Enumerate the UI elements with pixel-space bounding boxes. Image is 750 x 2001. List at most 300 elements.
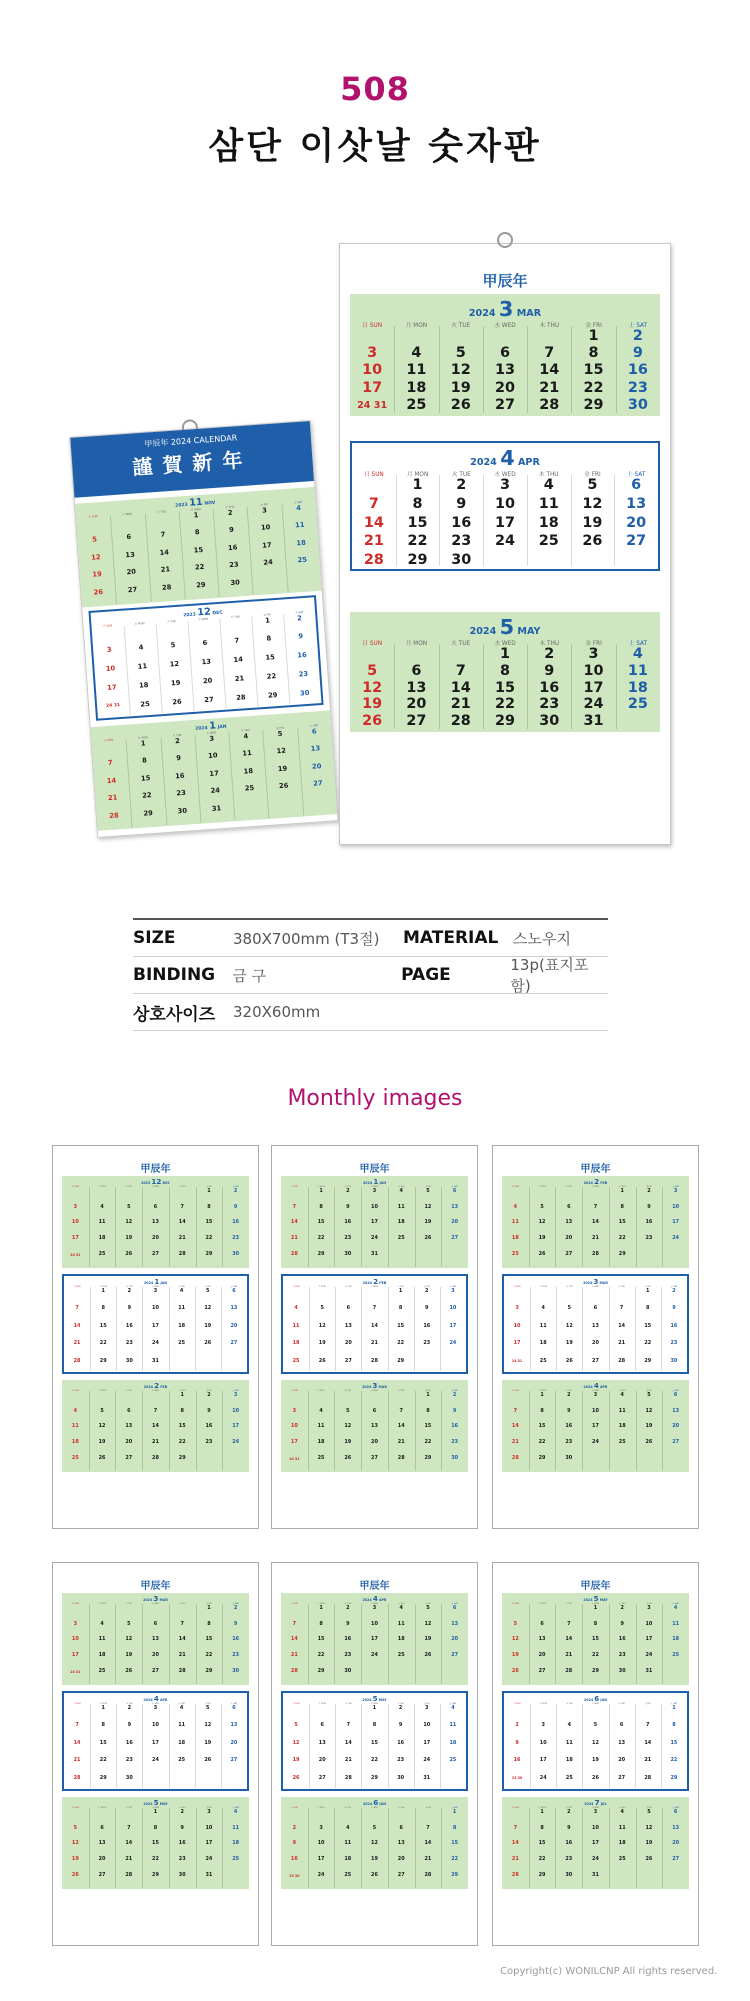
day-cell: 8: [194, 528, 200, 537]
day-cell: 15: [592, 1636, 599, 1643]
day-cell: 15: [265, 653, 276, 662]
day-cell: 12: [71, 1840, 79, 1847]
day-cell: [571, 552, 615, 571]
day-cell: 17: [106, 683, 117, 692]
weekday-label: 水 WED: [591, 1806, 600, 1809]
day-cell: 9: [632, 344, 643, 361]
day-cell: 8: [266, 634, 272, 644]
day-cell: 7: [75, 1722, 79, 1729]
day-cell: 24: [494, 533, 515, 550]
day-cell: 29: [494, 713, 515, 730]
weekday-label: 水 WED: [370, 1185, 379, 1188]
day-cell: 8: [101, 1722, 105, 1729]
weekday-label: 木 THU: [230, 614, 240, 620]
day-cell: 1: [540, 1808, 544, 1815]
day-cell: 7: [399, 1407, 403, 1414]
spec-row: [133, 994, 608, 1031]
day-cell: 21: [107, 793, 118, 803]
month-may: [502, 1593, 689, 1685]
day-cell: 8: [101, 1305, 105, 1312]
column-divider: [529, 1187, 530, 1267]
column-divider: [414, 1287, 415, 1371]
day-cell: 10: [105, 664, 116, 674]
day-cell: 28: [511, 1872, 519, 1879]
day-cell: [115, 1392, 142, 1408]
day-cell: 10: [494, 495, 515, 512]
spec-material-value: 스노우지: [513, 929, 571, 948]
month-header: [350, 615, 660, 639]
day-cell: 21: [73, 1757, 81, 1764]
day-cell: 5: [92, 535, 98, 544]
weekday-label: 金 FRI: [260, 502, 269, 507]
day-cell: 21: [363, 533, 384, 550]
day-cell: 22: [592, 1652, 599, 1659]
column-divider: [529, 1604, 530, 1684]
column-divider: [169, 1187, 170, 1267]
weekday-label: 金 FRI: [206, 1602, 212, 1605]
day-cell: 28: [152, 1455, 159, 1462]
column-divider: [115, 1604, 116, 1684]
day-cell: [556, 1288, 582, 1306]
day-cell: 25: [71, 1455, 79, 1462]
weekday-label: 月 MON: [538, 1185, 546, 1188]
day-cell: 23: [565, 1856, 573, 1863]
day-cell: 29: [195, 580, 206, 590]
day-cell: 18: [243, 766, 254, 776]
weekday-label: 火 TUE: [125, 1389, 133, 1392]
weekday-label: 金 FRI: [585, 640, 602, 647]
day-cell: 6: [320, 1722, 324, 1729]
month-may: [62, 1797, 249, 1889]
column-divider: [388, 1287, 389, 1371]
column-divider: [582, 1704, 583, 1788]
day-cell: 16: [344, 1219, 352, 1226]
day-cell: 17: [583, 679, 604, 696]
day-cell: 5: [372, 1824, 377, 1831]
day-cell: [394, 646, 438, 663]
day-cell: [502, 1605, 529, 1621]
day-cell: 12: [204, 1722, 212, 1729]
day-cell: 21: [511, 1856, 519, 1863]
column-divider: [662, 1187, 663, 1267]
day-cell: 12: [98, 1423, 106, 1430]
weekday-label: 火 TUE: [125, 1185, 133, 1188]
day-cell: 11: [98, 1219, 106, 1226]
day-cell: [502, 1809, 529, 1825]
day-cell: 14: [397, 1423, 405, 1430]
day-cell: 26: [125, 1251, 133, 1258]
day-cell: 3: [372, 1604, 377, 1611]
column-divider: [196, 1187, 197, 1267]
weekday-label: 木 THU: [178, 1702, 185, 1705]
weekday-label: 月 MON: [539, 1702, 547, 1705]
day-cell: 26: [362, 713, 383, 730]
month-mar: [502, 1274, 689, 1374]
column-divider: [636, 1391, 637, 1471]
weekday-label: 金 FRI: [425, 1806, 431, 1809]
day-cell: 20: [202, 676, 213, 686]
day-cell: 22: [538, 1439, 546, 1446]
day-cell: [388, 1251, 415, 1267]
day-cell: 1: [153, 1808, 158, 1815]
day-cell: 23: [451, 1439, 459, 1446]
weekday-label: 月 MON: [406, 471, 429, 478]
day-cell: 15: [583, 362, 604, 379]
day-cell: 14: [363, 514, 384, 531]
weekday-label: 月 MON: [134, 621, 145, 626]
month-year: 2023: [183, 611, 198, 618]
day-cell: 2: [180, 1808, 184, 1815]
day-cell: 23: [423, 1340, 431, 1347]
day-cell: 20: [406, 696, 427, 713]
day-cell: 14: [178, 1636, 186, 1643]
day-cell: [502, 1188, 529, 1204]
weekday-label: 月 MON: [99, 1285, 107, 1288]
day-cell: 4: [567, 1722, 572, 1729]
day-cell: 28: [424, 1872, 432, 1879]
hanger-ring: [497, 232, 513, 248]
day-cell: 18: [98, 1235, 106, 1242]
day-cell: [233, 801, 268, 821]
day-cell: 23: [178, 1856, 186, 1863]
day-cell: 8: [620, 1203, 624, 1210]
weekday-label: 日 SUN: [292, 1702, 300, 1705]
day-cell: 2: [515, 1722, 519, 1729]
day-cell: 17: [592, 1840, 599, 1847]
day-cell: 26: [71, 1872, 79, 1879]
day-cell: 11: [294, 520, 305, 530]
day-cell: 15: [424, 1423, 432, 1430]
day-cell: 17: [672, 1219, 680, 1226]
day-cell: 14: [371, 1322, 378, 1329]
month-eng: NOV: [202, 500, 216, 507]
day-cell: 8: [540, 1824, 544, 1831]
weekday-label: 水 WED: [370, 1389, 379, 1392]
month-year: 2024: [583, 1698, 595, 1703]
column-divider: [89, 1604, 90, 1684]
day-cell: 24 31: [105, 703, 121, 710]
day-cell: 24 31: [357, 400, 388, 412]
column-divider: [555, 1808, 556, 1888]
month-year: 2024: [583, 1385, 594, 1390]
day-cell: 5: [294, 1722, 298, 1729]
day-cell: 17: [494, 514, 515, 531]
day-cell: 4: [233, 1808, 238, 1815]
day-cell: [530, 1288, 556, 1306]
column-divider: [142, 1287, 143, 1371]
day-cell: 11: [618, 1407, 626, 1414]
day-cell: 14: [344, 1739, 352, 1746]
day-cell: 19: [511, 1652, 519, 1659]
day-cell: [281, 1392, 308, 1408]
day-cell: 3: [515, 1305, 519, 1312]
day-cell: 5: [593, 1722, 598, 1729]
day-cell: 11: [539, 1322, 547, 1329]
day-cell: 5: [127, 1203, 131, 1210]
day-cell: 18: [317, 1439, 325, 1446]
day-cell: 9: [207, 1407, 211, 1414]
day-cell: 13: [592, 1322, 599, 1329]
weekday-label: 金 FRI: [425, 1389, 431, 1392]
column-divider: [308, 1604, 309, 1684]
day-cell: 22: [583, 379, 604, 396]
weekday-label: 土 SAT: [232, 1806, 239, 1809]
column-divider: [361, 1808, 362, 1888]
day-cell: 29: [205, 1251, 213, 1258]
day-cell: [286, 572, 321, 592]
day-grid: [352, 477, 658, 572]
day-cell: 26: [98, 1455, 106, 1462]
cover-banner-text: 謹賀新年: [131, 447, 254, 480]
day-cell: 4: [73, 1407, 78, 1414]
day-cell: 16: [297, 651, 308, 660]
day-cell: 2: [296, 613, 303, 623]
column-divider: [195, 1704, 196, 1788]
day-cell: 25: [178, 1340, 186, 1347]
day-cell: 24: [152, 1757, 159, 1764]
day-cell: 4: [179, 1287, 184, 1294]
day-cell: 7: [127, 1824, 131, 1831]
day-cell: 1: [319, 1187, 323, 1194]
day-cell: 7: [513, 1407, 518, 1414]
day-cell: 21: [290, 1235, 298, 1242]
column-divider: [483, 475, 484, 566]
day-cell: 5: [320, 1305, 324, 1312]
day-cell: 1: [412, 476, 423, 493]
day-cell: 24: [672, 1235, 680, 1242]
month-eng: MAR: [158, 1598, 168, 1603]
month-year: 2024: [195, 725, 210, 732]
day-cell: 5: [426, 1187, 430, 1194]
day-cell: [530, 1705, 556, 1723]
day-cell: [504, 1288, 530, 1306]
day-cell: [281, 1809, 308, 1825]
month-year: 2024: [468, 308, 499, 320]
day-cell: 5: [513, 1620, 518, 1627]
weekday-label: 金 FRI: [204, 1285, 211, 1288]
day-cell: 4: [179, 1704, 184, 1711]
day-cell: 7: [107, 758, 113, 768]
day-cell: 21: [539, 379, 560, 396]
day-cell: 29: [583, 397, 604, 414]
day-cell: 7: [346, 1722, 351, 1729]
day-cell: 8: [319, 1620, 323, 1627]
day-cell: 8: [207, 1203, 211, 1210]
day-cell: 25: [178, 1757, 186, 1764]
day-cell: 18: [538, 514, 559, 531]
day-grid: [281, 1605, 468, 1685]
weekday-label: 土 SAT: [230, 1702, 238, 1705]
day-cell: 14: [233, 655, 244, 665]
day-cell: [609, 1455, 636, 1471]
day-cell: 13: [406, 679, 427, 696]
day-cell: 26: [318, 1357, 326, 1364]
month-number: 4: [593, 1381, 599, 1391]
day-cell: 25: [539, 1357, 547, 1364]
day-cell: 9: [567, 1407, 571, 1414]
day-cell: 7: [372, 1305, 377, 1312]
weekday-label: 水 WED: [370, 1806, 379, 1809]
day-cell: 18: [539, 1340, 547, 1347]
day-cell: 10: [592, 1824, 599, 1831]
weekday-label: 金 FRI: [423, 1285, 430, 1288]
month-year: 2024: [469, 626, 500, 638]
day-cell: 6: [153, 1203, 158, 1210]
weekday-label: 日 SUN: [73, 1702, 81, 1705]
day-cell: [415, 1668, 442, 1684]
day-cell: 19: [204, 1322, 212, 1329]
day-cell: 6: [411, 662, 422, 679]
month-jan: [281, 1176, 468, 1268]
day-cell: 7: [567, 1620, 571, 1627]
month-eng: JAN: [215, 724, 227, 730]
day-cell: 13: [451, 1203, 459, 1210]
column-divider: [116, 1287, 117, 1371]
weekday-label: 土 SAT: [626, 471, 646, 478]
spec-logo-value: 320X60mm: [233, 1003, 321, 1021]
weekday-label: 金 FRI: [275, 725, 284, 731]
weekday-label: 水 WED: [151, 1389, 160, 1392]
day-cell: 4: [138, 643, 144, 653]
day-cell: 3: [425, 1704, 429, 1711]
day-cell: 23 30: [289, 1873, 300, 1878]
day-cell: 15: [670, 1739, 678, 1746]
day-cell: 3: [451, 1287, 455, 1294]
day-cell: 26: [278, 781, 289, 791]
day-cell: [582, 1455, 609, 1471]
day-cell: 12: [565, 1322, 573, 1329]
day-cell: 11: [511, 1219, 519, 1226]
weekday-label: 火 TUE: [345, 1285, 352, 1288]
spec-row: [133, 918, 608, 957]
weekday-label: 月 MON: [98, 1806, 106, 1809]
weekday-label: 日 SUN: [71, 1602, 79, 1605]
day-cell: 15: [494, 679, 515, 696]
day-cell: 16: [125, 1322, 133, 1329]
day-cell: 17: [71, 1652, 79, 1659]
day-cell: 30: [344, 1251, 352, 1258]
day-cell: 13: [310, 744, 321, 754]
day-cell: 31: [592, 1872, 599, 1879]
weekday-label: 月 MON: [405, 322, 428, 329]
day-cell: 15: [317, 1219, 325, 1226]
column-divider: [415, 1808, 416, 1888]
day-cell: 20: [230, 1322, 238, 1329]
day-cell: 10: [362, 362, 383, 379]
column-divider: [616, 644, 617, 729]
day-cell: 3: [261, 506, 268, 515]
day-cell: [414, 1358, 440, 1376]
column-divider: [116, 1704, 117, 1788]
day-cell: 28: [397, 1455, 405, 1462]
column-divider: [571, 326, 572, 413]
day-cell: 31: [211, 803, 222, 813]
day-cell: 2: [567, 1808, 571, 1815]
weekday-label: 日 SUN: [290, 1806, 298, 1809]
weekday-label: 土 SAT: [309, 723, 319, 728]
day-cell: 20: [592, 1340, 599, 1347]
day-cell: 8: [319, 1203, 323, 1210]
day-cell: 3: [106, 645, 112, 655]
column-divider: [441, 1391, 442, 1471]
day-cell: 29: [538, 1872, 546, 1879]
day-cell: 12: [276, 746, 287, 756]
month-apr: [62, 1691, 249, 1791]
month-feb: [62, 1380, 249, 1472]
day-cell: 7: [646, 1722, 650, 1729]
column-divider: [89, 1187, 90, 1267]
day-cell: 6: [202, 639, 208, 648]
month-eng: MAR: [513, 308, 542, 320]
day-cell: 17: [290, 1439, 298, 1446]
day-cell: 25: [538, 533, 559, 550]
day-cell: [62, 1188, 89, 1204]
day-cell: 30: [627, 397, 648, 414]
weekday-label: 火 TUE: [344, 1602, 352, 1605]
day-cell: 26: [645, 1439, 653, 1446]
day-cell: [502, 1392, 529, 1408]
column-divider: [334, 1604, 335, 1684]
weekday-label: 水 WED: [370, 1285, 379, 1288]
column-divider: [169, 1808, 170, 1888]
day-cell: 19: [371, 1856, 378, 1863]
day-cell: 1: [646, 1287, 650, 1294]
day-cell: 15: [618, 1219, 626, 1226]
day-cell: [361, 1392, 388, 1408]
day-cell: 4: [632, 645, 643, 662]
day-cell: 3: [673, 1187, 678, 1194]
column-divider: [90, 1704, 91, 1788]
day-cell: 3: [292, 1407, 297, 1414]
column-divider: [441, 1604, 442, 1684]
weekday-label: 水 WED: [591, 1285, 600, 1288]
day-cell: 6: [232, 1287, 236, 1294]
day-cell: 7: [544, 344, 555, 361]
day-cell: 29: [317, 1251, 325, 1258]
day-cell: 19: [424, 1219, 432, 1226]
column-divider: [530, 1287, 531, 1371]
day-cell: 1: [264, 616, 271, 625]
calendar-header: 甲辰年: [140, 1581, 171, 1592]
day-cell: 4: [673, 1604, 678, 1611]
day-cell: 14: [178, 1219, 186, 1226]
day-cell: 12: [582, 495, 603, 512]
weekday-label: 金 FRI: [204, 1702, 211, 1705]
day-cell: 30: [539, 713, 560, 730]
calendar-header: 甲辰年: [359, 1581, 390, 1592]
weekday-label: 火 TUE: [156, 509, 166, 514]
column-divider: [555, 1391, 556, 1471]
weekday-label: 日 SUN: [71, 1806, 79, 1809]
day-cell: 30: [618, 1668, 626, 1675]
day-cell: 3: [372, 1187, 377, 1194]
weekday-label: 水 WED: [370, 1702, 379, 1705]
day-cell: [308, 1809, 335, 1825]
column-divider: [89, 1808, 90, 1888]
weekday-label: 月 MON: [137, 735, 148, 740]
day-cell: 23: [298, 669, 309, 679]
weekday-label: 金 FRI: [206, 1185, 212, 1188]
day-cell: 27: [565, 1251, 573, 1258]
day-cell: 19: [125, 1652, 133, 1659]
day-cell: [527, 552, 571, 571]
column-divider: [222, 1187, 223, 1267]
day-cell: 16: [174, 771, 185, 781]
weekday-label: 水 WED: [591, 1389, 600, 1392]
day-cell: [283, 1705, 309, 1723]
day-cell: 21: [178, 1652, 186, 1659]
day-cell: 2: [227, 508, 233, 517]
